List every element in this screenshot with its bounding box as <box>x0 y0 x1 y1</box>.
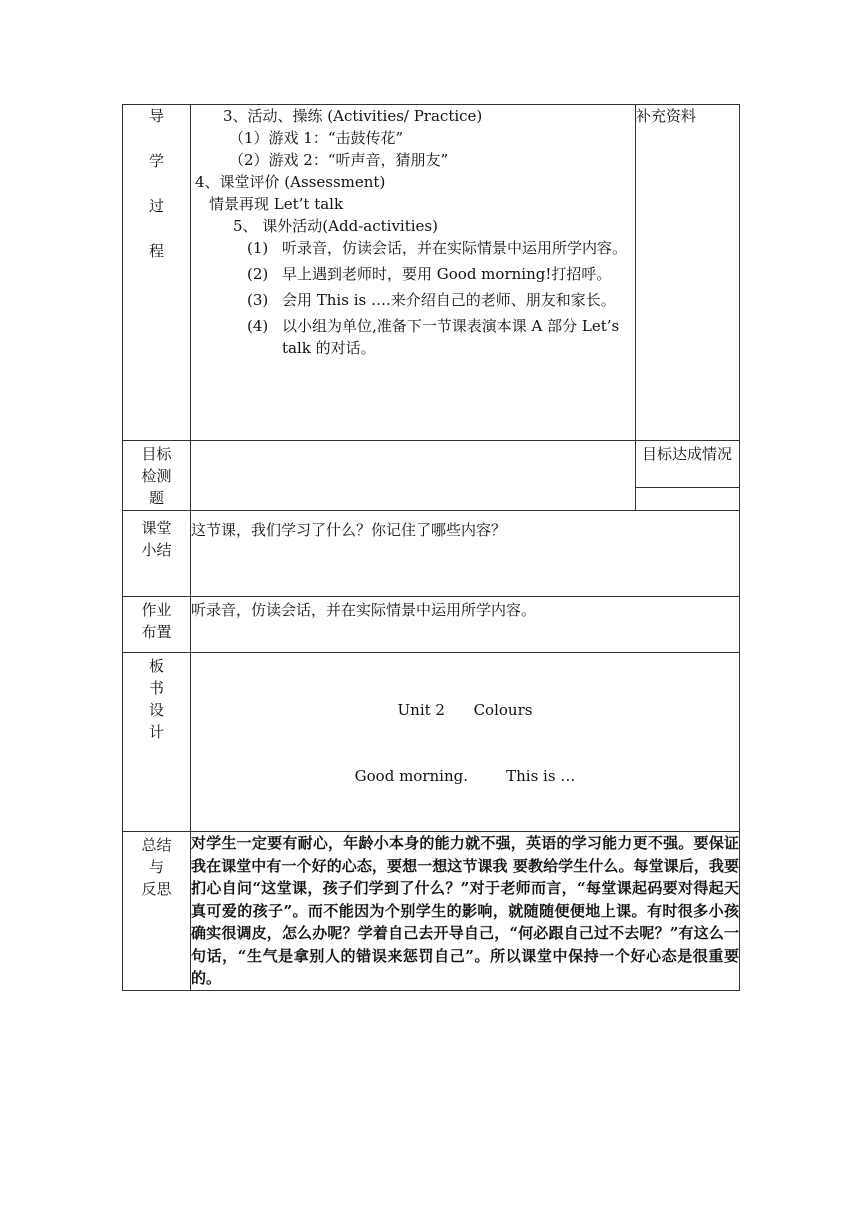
process-row <box>123 105 740 441</box>
target-row <box>123 441 740 511</box>
reflection-row <box>123 832 740 991</box>
summary-text: 这节课，我们学习了什么？你记住了哪些内容？ <box>191 511 740 597</box>
add-activities-heading: 5、 课外活动(Add-activities) <box>233 217 438 235</box>
homework-row <box>123 597 740 653</box>
target-achievement-label: 目标达成情况 <box>636 441 739 488</box>
target-label: 目标 检测 题 <box>123 441 191 511</box>
board-row <box>123 653 740 832</box>
list-item: (3) 会用 This is ….来介绍自己的老师、朋友和家长。 <box>247 291 616 309</box>
board-content <box>191 653 740 832</box>
assessment-text: 情景再现 Let’t talk <box>209 195 344 213</box>
board-label: 板 书 设 计 <box>123 653 191 832</box>
game-2: （2）游戏 2：“听声音，猜朋友” <box>229 151 449 169</box>
target-achievement <box>636 441 740 511</box>
supplementary-materials: 补充资料 <box>636 105 740 441</box>
list-item: (2) 早上遇到老师时，要用 Good morning!打招呼。 <box>247 265 612 283</box>
reflection-text: 对学生一定要有耐心，年龄小本身的能力就不强，英语的学习能力更不强。要保证我在课堂中有一个好的心态，要想一想这节课我 要教给学生什么。每堂课后，我要扪心自问“这堂课，孩子们学到了什么？”对于老师而言，“每堂课起码要对得起天真可爱的孩子”。而不能因为个别学生的影响，就随随便便地上课。有时很多小孩确实很调皮，怎么办呢？学着自己去开导自己，“何必跟自己过不去呢？”有这么一句话，“生气是拿别人的错误来惩罚自己”。所以课堂中保持一个好心态是很重要的。 <box>191 832 740 991</box>
board-line-1: Unit 2 Colours <box>397 701 533 719</box>
list-item: (1) 听录音，仿读会话，并在实际情景中运用所学内容。 <box>247 239 628 257</box>
activities-heading: 3、活动、操练 (Activities/ Practice) <box>223 107 483 125</box>
process-content <box>191 105 636 441</box>
target-achievement-value <box>636 488 739 510</box>
board-line-2: Good morning. This is … <box>354 767 576 785</box>
game-1: （1）游戏 1：“击鼓传花” <box>229 129 404 147</box>
list-item: (4) 以小组为单位,准备下一节课表演本课 A 部分 Let’s talk 的对话。 <box>247 317 620 357</box>
target-content <box>191 441 636 511</box>
summary-label: 课堂 小结 <box>123 511 191 597</box>
assessment-heading: 4、课堂评价 (Assessment) <box>195 173 386 191</box>
homework-label: 作业 布置 <box>123 597 191 653</box>
lesson-plan-table <box>122 104 740 991</box>
add-activities-list <box>191 237 635 359</box>
process-label: 导 学 过 程 <box>123 105 191 441</box>
summary-row <box>123 511 740 597</box>
homework-text: 听录音，仿读会话，并在实际情景中运用所学内容。 <box>191 597 740 653</box>
reflection-label: 总结 与 反思 <box>123 832 191 991</box>
